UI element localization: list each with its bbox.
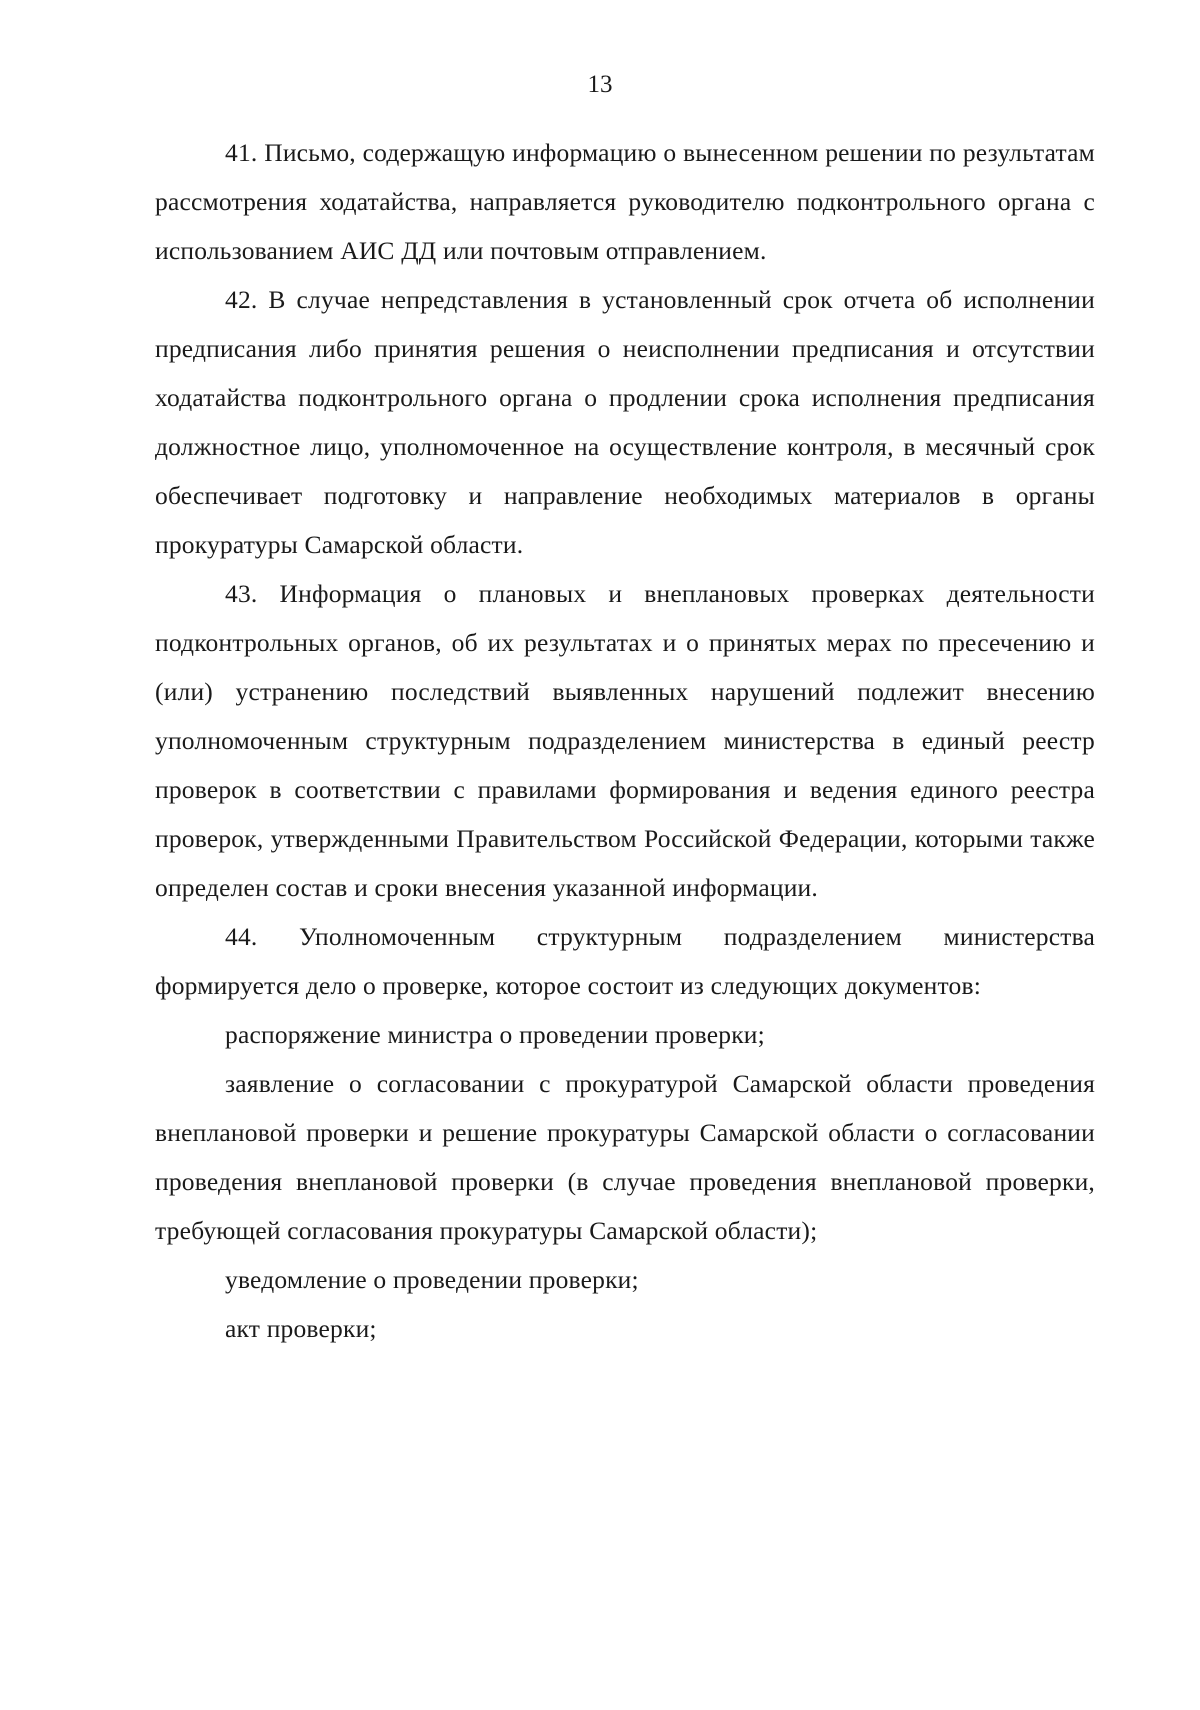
- list-item-notification: уведомление о проведении проверки;: [225, 1265, 639, 1294]
- list-item-application: заявление о согласовании с прокуратурой Самарской области проведения внеплановой проверки и решение прокуратуры Самарской области о согласовании проведения внеплановой проверки (в случае проведения внеплановой проверки, требующей согласования прокуратуры Самарской области);: [155, 1069, 1095, 1245]
- document-body: [155, 128, 1095, 1353]
- list-item-order: распоряжение министра о проведении проверки;: [225, 1020, 765, 1049]
- list-item-inspection-act: акт проверки;: [225, 1314, 377, 1343]
- paragraph-44: 44. Уполномоченным структурным подразделением министерства формируется дело о проверке, которое состоит из следующих документов:: [155, 922, 1095, 1000]
- paragraph-42: 42. В случае непредставления в установленный срок отчета об исполнении предписания либо принятия решения о неисполнении предписания и отсутствии ходатайства подконтрольного органа о продлении срока исполнения предписания должностное лицо, уполномоченное на осуществление контроля, в месячный срок обеспечивает подготовку и направление необходимых материалов в органы прокуратуры Самарской области.: [155, 285, 1095, 559]
- paragraph-41: 41. Письмо, содержащую информацию о вынесенном решении по результатам рассмотрения ходатайства, направляется руководителю подконтрольного органа с использованием АИС ДД или почтовым отправлением.: [155, 138, 1095, 265]
- page-number: 13: [587, 71, 613, 98]
- paragraph-43: 43. Информация о плановых и внеплановых проверках деятельности подконтрольных органов, об их результатах и о принятых мерах по пресечению и (или) устранению последствий выявленных нарушений подлежит внесению уполномоченным структурным подразделением министерства в единый реестр проверок в соответствии с правилами формирования и ведения единого реестра проверок, утвержденными Правительством Российской Федерации, которыми также определен состав и сроки внесения указанной информации.: [155, 579, 1095, 902]
